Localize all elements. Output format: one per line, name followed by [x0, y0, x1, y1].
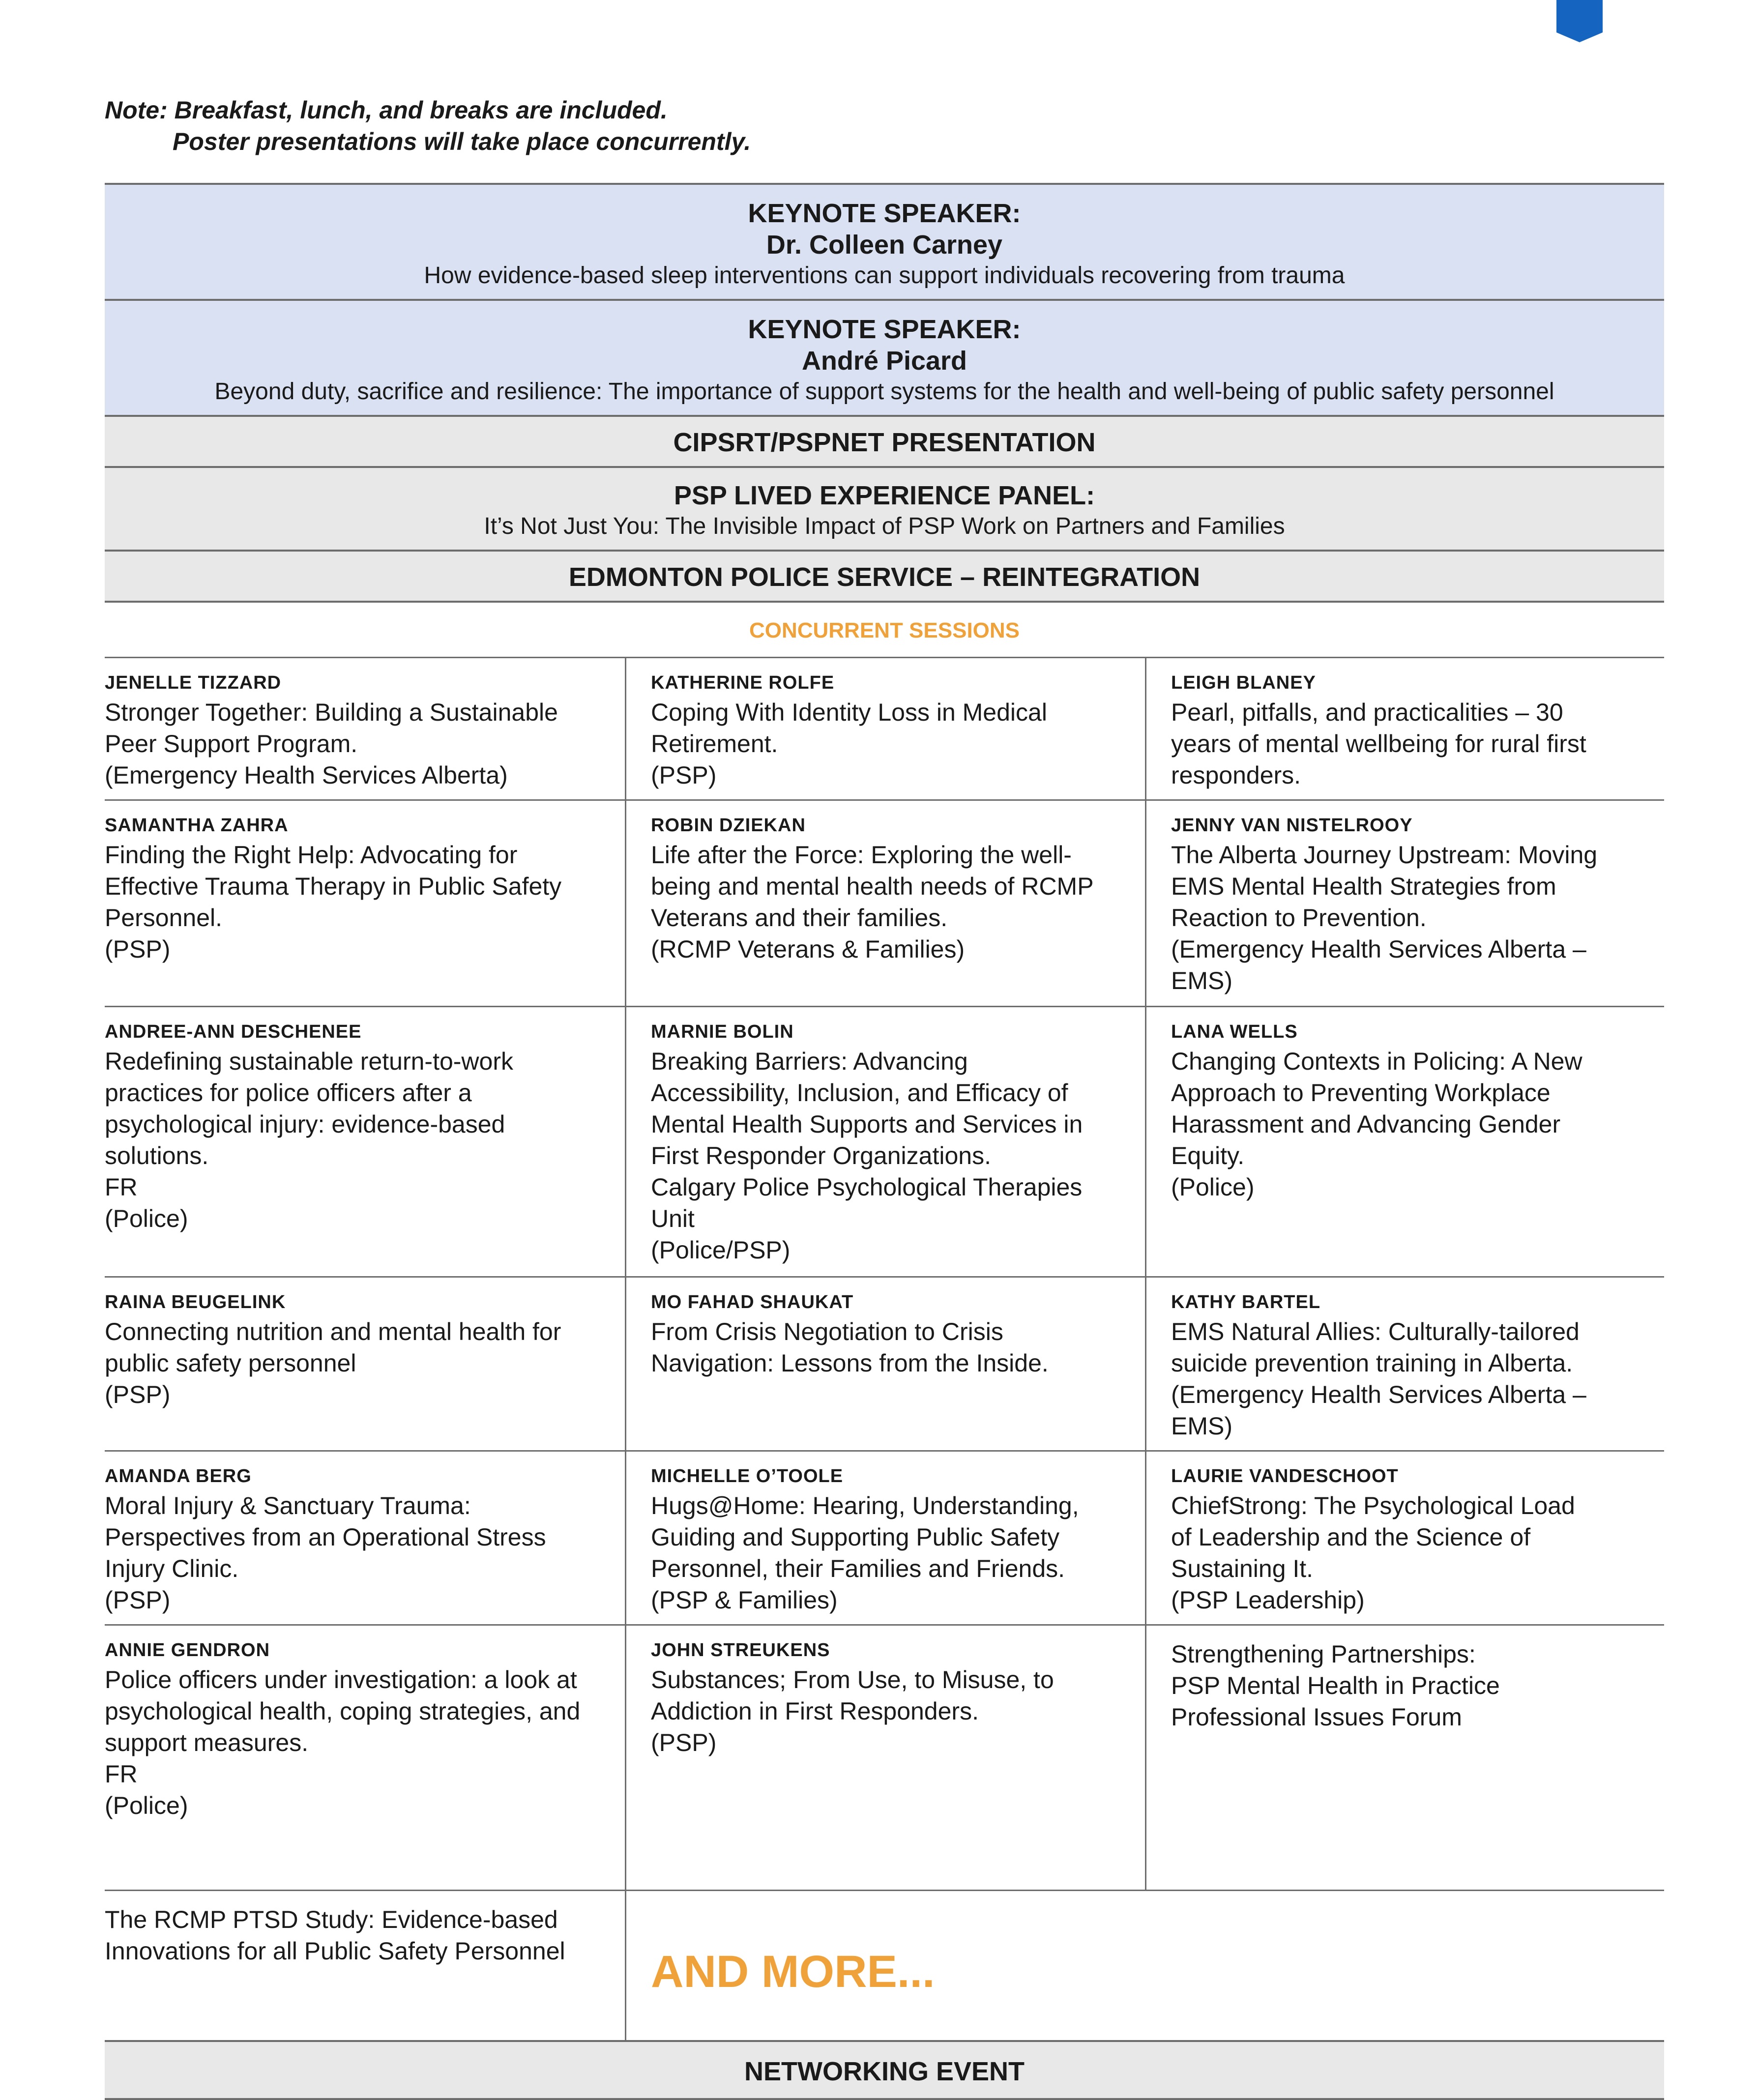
session-line: Personnel, their Families and Friends.	[651, 1555, 1065, 1582]
session-line: Coping With Identity Loss in Medical	[651, 699, 1047, 726]
session-cell	[625, 657, 1145, 799]
session-speaker: MO FAHAD SHAUKAT	[651, 1292, 854, 1312]
and-more-cell	[625, 1890, 1664, 2040]
session-speaker: AMANDA BERG	[105, 1466, 252, 1487]
session-cell	[105, 1450, 625, 1624]
session-line: Police officers under investigation: a look at	[105, 1666, 577, 1693]
session-cell	[105, 799, 625, 1006]
session-line: Calgary Police Psychological Therapies	[651, 1173, 1083, 1201]
networking-event	[105, 2040, 1664, 2100]
session-line: (PSP & Families)	[651, 1586, 838, 1614]
session-line: Guiding and Supporting Public Safety	[651, 1523, 1060, 1551]
session-line: Effective Trauma Therapy in Public Safety	[105, 873, 562, 900]
networking-title: NETWORKING EVENT	[744, 2057, 1025, 2086]
session-line: Harassment and Advancing Gender	[1171, 1110, 1561, 1138]
keynote-name: Dr. Colleen Carney	[766, 230, 1003, 260]
cipsrt-presentation	[105, 415, 1664, 466]
session-line: public safety personnel	[105, 1349, 356, 1377]
session-line: FR	[105, 1760, 138, 1788]
session-speaker: ROBIN DZIEKAN	[651, 815, 806, 836]
session-line: Reaction to Prevention.	[1171, 904, 1427, 932]
panel-title: PSP LIVED EXPERIENCE PANEL:	[674, 481, 1095, 510]
session-line: Injury Clinic.	[105, 1555, 239, 1582]
session-speaker: KATHERINE ROLFE	[651, 672, 835, 693]
keynote-label: KEYNOTE SPEAKER:	[748, 199, 1021, 228]
session-cell	[625, 799, 1145, 1006]
session-cell	[1145, 1276, 1664, 1450]
and-more-label: AND MORE...	[651, 1947, 935, 1997]
session-line: psychological health, coping strategies, and	[105, 1697, 581, 1725]
session-line: Pearl, pitfalls, and practicalities – 30	[1171, 699, 1563, 726]
session-cell	[1145, 799, 1664, 1006]
session-speaker: MARNIE BOLIN	[651, 1021, 794, 1042]
concurrent-sessions-heading: CONCURRENT SESSIONS	[105, 601, 1664, 657]
keynote-topic: Beyond duty, sacrifice and resilience: The importance of support systems for the health and well-being of public safety personnel	[214, 379, 1554, 405]
session-line: (PSP)	[105, 1586, 171, 1614]
session-speaker: JENELLE TIZZARD	[105, 672, 282, 693]
note-line-1: Note: Breakfast, lunch, and breaks are included.	[105, 96, 668, 124]
session-line: Hugs@Home: Hearing, Understanding,	[651, 1492, 1079, 1519]
session-line: Addiction in First Responders.	[651, 1697, 979, 1725]
session-line: Breaking Barriers: Advancing	[651, 1048, 968, 1075]
session-cell	[625, 1276, 1145, 1450]
session-line: Unit	[651, 1205, 695, 1232]
session-speaker: JENNY VAN NISTELROOY	[1171, 815, 1413, 836]
session-speaker: RAINA BEUGELINK	[105, 1292, 286, 1312]
cipsrt-title: CIPSRT/PSPNET PRESENTATION	[673, 428, 1096, 457]
session-line: Peer Support Program.	[105, 730, 358, 758]
session-speaker: ANNIE GENDRON	[105, 1640, 270, 1661]
session-speaker: JOHN STREUKENS	[651, 1640, 830, 1661]
session-speaker: LAURIE VANDESCHOOT	[1171, 1466, 1399, 1487]
session-line: Finding the Right Help: Advocating for	[105, 841, 518, 869]
session-line: solutions.	[105, 1142, 209, 1169]
session-line: Accessibility, Inclusion, and Efficacy of	[651, 1079, 1068, 1107]
session-line: Perspectives from an Operational Stress	[105, 1523, 546, 1551]
session-line: of Leadership and the Science of	[1171, 1523, 1531, 1551]
session-line: Sustaining It.	[1171, 1555, 1314, 1582]
session-line: Professional Issues Forum	[1171, 1703, 1462, 1731]
session-line: Veterans and their families.	[651, 904, 948, 932]
session-line: Changing Contexts in Policing: A New	[1171, 1048, 1582, 1075]
session-line: ChiefStrong: The Psychological Load	[1171, 1492, 1575, 1519]
shield-badge-icon	[1556, 0, 1603, 42]
session-line: (Police)	[105, 1792, 188, 1819]
session-line: practices for police officers after a	[105, 1079, 472, 1107]
sessions-grid	[105, 657, 1664, 2040]
session-line: (PSP)	[651, 761, 717, 789]
session-line: Redefining sustainable return-to-work	[105, 1048, 513, 1075]
session-line: EMS)	[1171, 1412, 1232, 1440]
eps-title: EDMONTON POLICE SERVICE – REINTEGRATION	[568, 562, 1201, 592]
session-cell	[625, 1450, 1145, 1624]
session-line: (Police/PSP)	[651, 1236, 791, 1264]
session-speaker: LANA WELLS	[1171, 1021, 1298, 1042]
session-line: Moral Injury & Sanctuary Trauma:	[105, 1492, 471, 1519]
session-line: From Crisis Negotiation to Crisis	[651, 1318, 1003, 1345]
session-line: (PSP Leadership)	[1171, 1586, 1365, 1614]
keynote-topic: How evidence-based sleep interventions can support individuals recovering from trauma	[424, 262, 1345, 289]
session-line: (PSP)	[105, 1381, 171, 1408]
keynote-label: KEYNOTE SPEAKER:	[748, 315, 1021, 344]
session-line: Navigation: Lessons from the Inside.	[651, 1349, 1049, 1377]
session-line: Equity.	[1171, 1142, 1245, 1169]
session-line: years of mental wellbeing for rural first	[1171, 730, 1586, 758]
session-line: Approach to Preventing Workplace	[1171, 1079, 1551, 1107]
eps-reintegration	[105, 550, 1664, 601]
session-line: Strengthening Partnerships:	[1171, 1640, 1476, 1668]
session-line: (Police)	[1171, 1173, 1255, 1201]
session-cell	[105, 657, 625, 799]
session-line: EMS Natural Allies: Culturally-tailored	[1171, 1318, 1580, 1345]
note-line-2: Poster presentations will take place concurrently.	[173, 128, 751, 155]
session-line: The Alberta Journey Upstream: Moving	[1171, 841, 1598, 869]
session-cell	[625, 1624, 1145, 1890]
note	[105, 94, 1580, 157]
session-line: The RCMP PTSD Study: Evidence-based	[105, 1906, 558, 1933]
session-cell	[1145, 1624, 1664, 1890]
session-cell	[1145, 1006, 1664, 1276]
session-line: (Police)	[105, 1205, 188, 1232]
session-line: (PSP)	[105, 935, 171, 963]
session-speaker: LEIGH BLANEY	[1171, 672, 1316, 693]
keynote-carney	[105, 183, 1664, 299]
session-line: (Emergency Health Services Alberta)	[105, 761, 508, 789]
session-line: (Emergency Health Services Alberta –	[1171, 1381, 1586, 1408]
session-line: psychological injury: evidence-based	[105, 1110, 505, 1138]
lived-experience-panel	[105, 466, 1664, 550]
session-cell	[1145, 657, 1664, 799]
session-speaker: KATHY BARTEL	[1171, 1292, 1321, 1312]
session-line: Retirement.	[651, 730, 778, 758]
session-speaker: ANDREE-ANN DESCHENEE	[105, 1021, 362, 1042]
session-line: EMS)	[1171, 967, 1232, 994]
session-line: Stronger Together: Building a Sustainable	[105, 699, 558, 726]
session-line: Innovations for all Public Safety Personnel	[105, 1937, 565, 1965]
session-line: responders.	[1171, 761, 1301, 789]
session-line: Substances; From Use, to Misuse, to	[651, 1666, 1054, 1693]
session-cell	[1145, 1450, 1664, 1624]
panel-topic: It’s Not Just You: The Invisible Impact of PSP Work on Partners and Families	[484, 513, 1285, 539]
session-line: support measures.	[105, 1729, 309, 1756]
session-cell	[105, 1276, 625, 1450]
session-line: (RCMP Veterans & Families)	[651, 935, 965, 963]
session-line: PSP Mental Health in Practice	[1171, 1672, 1500, 1699]
session-line: Personnel.	[105, 904, 223, 932]
session-cell	[105, 1890, 625, 2040]
keynote-name: André Picard	[801, 346, 967, 376]
session-line: Mental Health Supports and Services in	[651, 1110, 1083, 1138]
session-line: First Responder Organizations.	[651, 1142, 991, 1169]
session-speaker: SAMANTHA ZAHRA	[105, 815, 289, 836]
keynote-picard	[105, 299, 1664, 415]
session-line: EMS Mental Health Strategies from	[1171, 873, 1556, 900]
program-table	[105, 183, 1664, 2100]
session-line: FR	[105, 1173, 138, 1201]
session-cell	[625, 1006, 1145, 1276]
session-line: being and mental health needs of RCMP	[651, 873, 1094, 900]
session-line: (PSP)	[651, 1729, 717, 1756]
session-line: Connecting nutrition and mental health for	[105, 1318, 561, 1345]
session-speaker: MICHELLE O’TOOLE	[651, 1466, 844, 1487]
session-line: (Emergency Health Services Alberta –	[1171, 935, 1586, 963]
session-line: Life after the Force: Exploring the well-	[651, 841, 1072, 869]
session-cell	[105, 1624, 625, 1890]
session-line: suicide prevention training in Alberta.	[1171, 1349, 1573, 1377]
session-cell	[105, 1006, 625, 1276]
